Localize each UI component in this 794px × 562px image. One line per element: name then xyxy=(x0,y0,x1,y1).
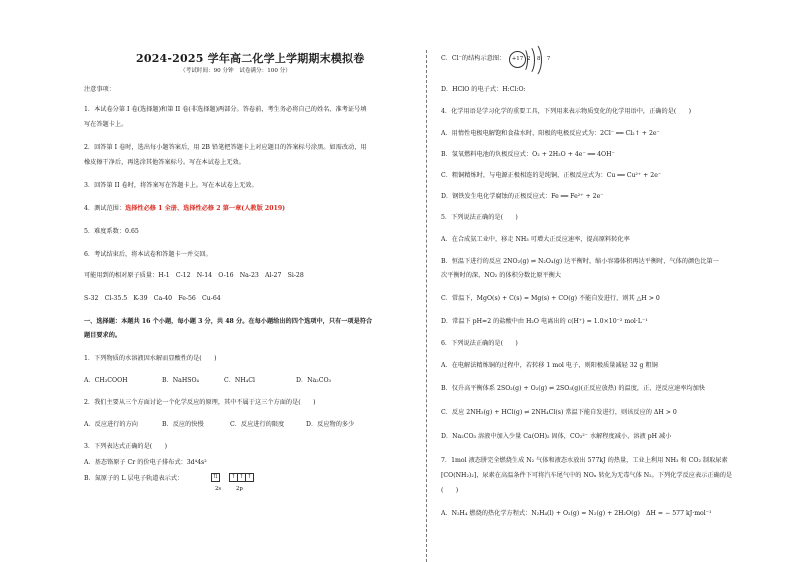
cl-ion-structure-diagram xyxy=(507,44,567,74)
note-4-prefix: 4．测试范围： xyxy=(84,205,126,212)
orbital-diagram xyxy=(212,473,254,482)
atomic-masses-line-1: 可能用到的相对原子质量：H-1 C-12 N-14 O-16 Na-23 Al-27 Si-28 xyxy=(84,272,304,279)
nucleus-circle: +17 xyxy=(509,51,526,68)
q2-option-c: C．反应进行的限度 xyxy=(230,421,285,428)
q4-option-c: C．粗铜精炼时，与电源正极相连的是纯铜，正极反应式为：Cu ══ Cu²⁺ + 2e⁻ xyxy=(441,172,662,179)
q1-stem: 1．下列物质的水溶液因水解而显酸性的是( ) xyxy=(84,355,217,362)
column-divider xyxy=(426,50,427,562)
note-3: 3．回答第 II 卷时，将答案写在答题卡上。写在本试卷上无效。 xyxy=(84,182,258,189)
exam-subtitle: （考试时间：90 分钟 试卷满分：100 分） xyxy=(180,68,291,74)
q2-option-d: D．反应物的多少 xyxy=(306,421,355,428)
orbital-2p-box-1: ↑ xyxy=(229,473,238,482)
note-1-line-1: 1．本试卷分第 I 卷(选择题)和第 II 卷(非选择题)两部分。答卷前，考生务必将自己的姓名、准考证号填 xyxy=(84,106,367,113)
q6-option-a: A．在电解法精炼铜的过程中，若转移 1 mol 电子，则阳极质量减轻 32 g 粗铜 xyxy=(441,362,658,369)
q2-option-b: B．反应的快慢 xyxy=(162,421,204,428)
atomic-masses-line-2: S-32 Cl-35.5 K-39 Ca-40 Fe-56 Cu-64 xyxy=(84,295,221,302)
q1-option-a: A．CH₃COOH xyxy=(84,377,128,384)
q7-stem-line-2: [CO(NH₂)₂]，尿素在高温条件下可将汽车尾气中的 NOₓ 转化为无毒气体 N₂。下列化学反应表示正确的是 xyxy=(441,472,733,479)
section1-heading-line-2: 题目要求的。 xyxy=(84,332,122,339)
q3-option-d: D．HClO 的电子式：H:Cl:O: xyxy=(441,86,526,93)
note-1-line-2: 写在答题卡上。 xyxy=(84,121,128,128)
q3-option-c: C．Cl⁻的结构示意图： xyxy=(441,55,506,62)
section1-heading-line-1: 一、选择题：本题共 16 个小题，每小题 3 分，共 48 分。在每小题给出的四个选项中，只有一项是符合 xyxy=(84,318,373,325)
q1-option-d: D．Na₂CO₃ xyxy=(296,377,332,384)
q6-option-c: C．反应 2NH₃(g) + HCl(g) ⇌ 2NH₄Cl(s) 常温下能自发进行，则该反应的 ΔH > 0 xyxy=(441,409,677,416)
note-6: 6．考试结束后，将本试卷和答题卡一并交回。 xyxy=(84,251,212,258)
q7-stem-line-1: 7．1mol 液态肼完全燃烧生成 N₂ 气体和液态水放出 577kJ 的热量，工业上利用 NH₃ 和 CO₂ 制取尿素 xyxy=(441,457,728,464)
q2-stem: 2．我们主要从三个方面讨论一个化学反应的原理，其中不属于这三个方面的是( ) xyxy=(84,399,316,406)
note-2-line-1: 2．回答第 I 卷时，选出每小题答案后，用 2B 铅笔把答题卡上对应题目的答案标号涂黑。如需改动，用 xyxy=(84,144,367,151)
q2-option-a: A．反应进行的方向 xyxy=(84,421,138,428)
orbital-2p-label: 2p xyxy=(236,486,243,492)
q5-option-c: C．常温下，MgO(s) + C(s) = Mg(s) + CO(g) 不能自发进行，则其 △H > 0 xyxy=(441,295,660,302)
q7-stem-line-3: ( ) xyxy=(441,487,459,494)
orbital-2p-box-3: ↑ xyxy=(245,473,254,482)
q6-option-b: B．仅升高平衡体系 2SO₂(g) + O₂(g) ⇌ 2SO₃(g)(正反应放热) 的温度，正、逆反应速率均加快 xyxy=(441,385,705,392)
q4-option-d: D．钢铁发生电化学腐蚀的正极反应式：Fe ══ Fe²⁺ + 2e⁻ xyxy=(441,193,604,200)
q3-option-b: B．氮原子的 L 层电子轨道表示式： xyxy=(84,475,184,482)
test-scope: 选择性必修 1 全册、选择性必修 2 第一章(人教版 2019) xyxy=(125,205,286,212)
q6-stem: 6．下列说法正确的是( ) xyxy=(441,340,518,347)
exam-title: 2024-2025 学年高二化学上学期期末模拟卷 xyxy=(136,52,365,65)
note-2-line-2: 橡皮擦干净后，再选涂其他答案标号。写在本试卷上无效。 xyxy=(84,159,245,166)
orbital-2s-label: 2s xyxy=(215,486,222,492)
q4-option-a: A．用惰性电极电解饱和食盐水时，阳极的电极反应式为：2Cl⁻ ══ Cl₂↑ + 2e⁻ xyxy=(441,130,660,137)
q3-stem: 3．下列表达式正确的是( ) xyxy=(84,443,168,450)
q4-option-b: B．氢氧燃料电池的负极反应式：O₂ + 2H₂O + 4e⁻ ══ 4OH⁻ xyxy=(441,151,615,158)
orbital-2s-box: ⇅ xyxy=(211,473,220,482)
q4-stem: 4．化学用语是学习化学的重要工具，下列用来表示物质变化的化学用语中，正确的是( ) xyxy=(441,108,692,115)
q1-option-b: B．NaHSO₄ xyxy=(162,377,200,384)
orbital-2p-box-2: ↑ xyxy=(237,473,246,482)
q3-option-a: A．基态铬原子 Cr 的价电子排布式：3d⁴4s² xyxy=(84,459,207,466)
q7-option-a: A．N₂H₄ 燃烧的热化学方程式：N₂H₄(l) + O₂(g) = N₂(g) + 2H₂O(g) ΔH = − 577 kJ·mol⁻¹ xyxy=(441,510,712,517)
shell-electron-counts: 2 8 7 xyxy=(527,56,553,62)
q1-option-c: C．NH₄Cl xyxy=(224,377,255,384)
q6-option-d: D．Na₂CO₃ 溶液中加入少量 Ca(OH)₂ 固体，CO₃²⁻ 水解程度减小，溶液 pH 减小 xyxy=(441,433,672,440)
q5-option-b-line-2: 次平衡时的深，NO₂ 的体积分数比原平衡大 xyxy=(441,272,562,279)
note-5: 5．难度系数：0.65 xyxy=(84,228,139,235)
q5-option-d: D．常温下 pH=2 的盐酸中由 H₂O 电离出的 c(H⁺) = 1.0×10⁻² mol·L⁻¹ xyxy=(441,318,648,325)
note-4 xyxy=(84,205,285,213)
q5-option-b-line-1: B．恒温下进行的反应 2NO₂(g) ⇌ N₂O₄(g) 达平衡时，缩小容器体积再达平衡时，气体的颜色比第一 xyxy=(441,258,719,265)
q5-stem: 5．下列说法正确的是( ) xyxy=(441,214,518,221)
q5-option-a: A．在合成氨工业中，移走 NH₃ 可增大正反应速率，提高原料转化率 xyxy=(441,236,630,243)
notes-heading: 注意事项： xyxy=(84,86,115,93)
